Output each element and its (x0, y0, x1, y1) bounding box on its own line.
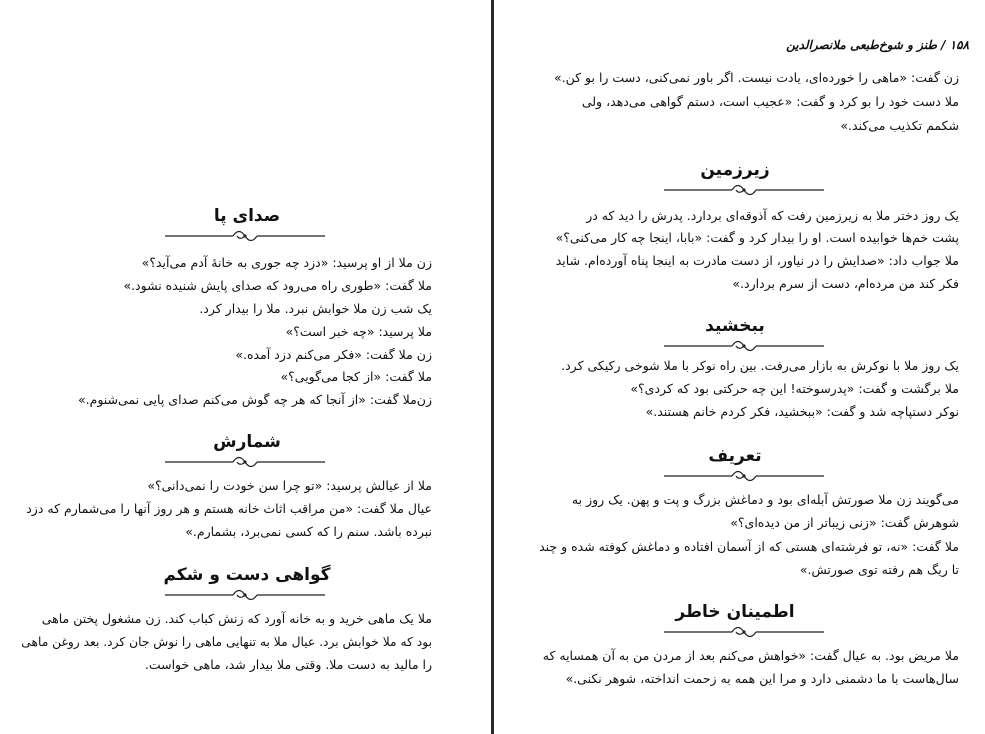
section-title-sedaye-pa: صدای پا (213, 206, 281, 226)
paragraph-line: ملا گفت: «نه، تو فرشته‌ای هستی که از آسمان افتاده و دماغش کوفته شده و چند (539, 539, 959, 554)
paragraph-line: زن ملا گفت: «فکر می‌کنم دزد آمده.» (235, 347, 432, 362)
section-title-zirzamin: زیرزمین (700, 160, 770, 180)
ornament-divider (664, 340, 824, 352)
ornament-divider (165, 589, 325, 601)
right-page (494, 0, 985, 734)
ornament-divider (165, 230, 325, 242)
section-title-bebakhshid: ببخشید (705, 316, 765, 336)
paragraph-line: یک شب زن ملا خوابش نبرد. ملا را بیدار کرد. (199, 301, 432, 316)
intro-line: ملا دست خود را بو کرد و گفت: «عجیب است، دستم گواهی می‌دهد، ولی (581, 94, 959, 109)
ornament-divider (165, 456, 325, 468)
ornament-divider (664, 184, 824, 196)
paragraph-line: نبرده باشد. سنم را که کسی نمی‌برد، بشمارم.» (185, 524, 432, 539)
paragraph-line: سال‌هاست با ما دشمنی دارد و مرا این همه به زحمت انداخته، شوهر نکنی.» (565, 671, 959, 686)
running-header: ۱۵۸ / طنز و شوخ‌طبعی ملانصرالدین (786, 38, 969, 52)
paragraph-line: را مالید به دست ملا. وقتی ملا بیدار شد، ماهی خواست. (144, 657, 432, 672)
paragraph-line: عیال ملا گفت: «من مراقب اثاث خانه هستم و هر روز آنها را می‌شمارم که دزد (26, 501, 432, 516)
left-page (0, 0, 492, 734)
paragraph-line: پشت خم‌ها خوابیده است. او را بیدار کرد و گفت: «بابا، اینجا چه کار می‌کنی؟» (555, 230, 959, 245)
paragraph-line: نوکر دستپاچه شد و گفت: «ببخشید، فکر کردم خانم هستند.» (645, 404, 959, 419)
paragraph-line: بود که ملا خوابش برد. عیال ملا به تنهایی ماهی را نوش جان کرد. بعد روغن ماهی (21, 635, 432, 649)
section-title-gavahi: گواهی دست و شکم (163, 565, 331, 585)
paragraph-line: یک روز ملا با نوکرش به بازار می‌رفت. بین راه نوکر با ملا شوخی رکیکی کرد. (561, 358, 959, 373)
paragraph-line: می‌گویند زن ملا صورتش آبله‌ای بود و دماغش بزرگ و پت و پهن. یک روز به (571, 492, 959, 507)
paragraph-line: ملا برگشت و گفت: «پدرسوخته! این چه حرکتی بود که کردی؟» (630, 381, 959, 396)
paragraph-line: زن‌ملا گفت: «از آنجا که هر چه گوش می‌کنم صدای پایی نمی‌شنوم.» (77, 392, 432, 407)
paragraph-line: فکر کند من مرده‌ام، دست از سرم بردارد.» (732, 276, 959, 291)
paragraph-line: ملا از عیالش پرسید: «تو چرا سن خودت را نمی‌دانی؟» (147, 478, 432, 493)
paragraph-line: یک روز دختر ملا به زیرزمین رفت که آذوقه‌ای بردارد. پدرش را دید که در (586, 208, 959, 223)
paragraph-line: ملا پرسید: «چه خبر است؟» (285, 324, 432, 339)
paragraph-line: ملا گفت: «طوری راه می‌رود که صدای پایش شنیده نشود.» (123, 278, 432, 293)
paragraph-line: تا ریگ هم رفته توی صورتش.» (799, 562, 959, 577)
section-title-etminan-khater: اطمینان خاطر (675, 602, 795, 622)
intro-line: شکمم تکذیب می‌کند.» (840, 118, 959, 133)
ornament-divider (664, 626, 824, 638)
section-title-shomaresh: شمارش (213, 432, 281, 452)
intro-line: زن گفت: «ماهی را خورده‌ای، یادت نیست. اگر باور نمی‌کنی، دست را بو کن.» (553, 70, 959, 85)
paragraph-line: ملا یک ماهی خرید و به خانه آورد که زنش کباب کند. زن مشغول پختن ماهی (41, 611, 432, 626)
section-title-tarif: تعریف (708, 446, 762, 466)
paragraph-line: ملا گفت: «از کجا می‌گویی؟» (280, 369, 432, 384)
paragraph-line: ملا مریض بود. به عیال گفت: «خواهش می‌کنم بعد از مردن من به آن همسایه که (542, 648, 959, 663)
paragraph-line: شوهرش گفت: «زنی زیباتر از من دیده‌ای؟» (730, 515, 959, 530)
paragraph-line: زن ملا از او پرسید: «دزد چه جوری به خانهٔ آدم می‌آید؟» (141, 255, 432, 270)
paragraph-line: ملا جواب داد: «صدایش را در نیاور، از دست مادرت به اینجا پناه آورده‌ام. شاید (555, 253, 959, 268)
ornament-divider (664, 470, 824, 482)
